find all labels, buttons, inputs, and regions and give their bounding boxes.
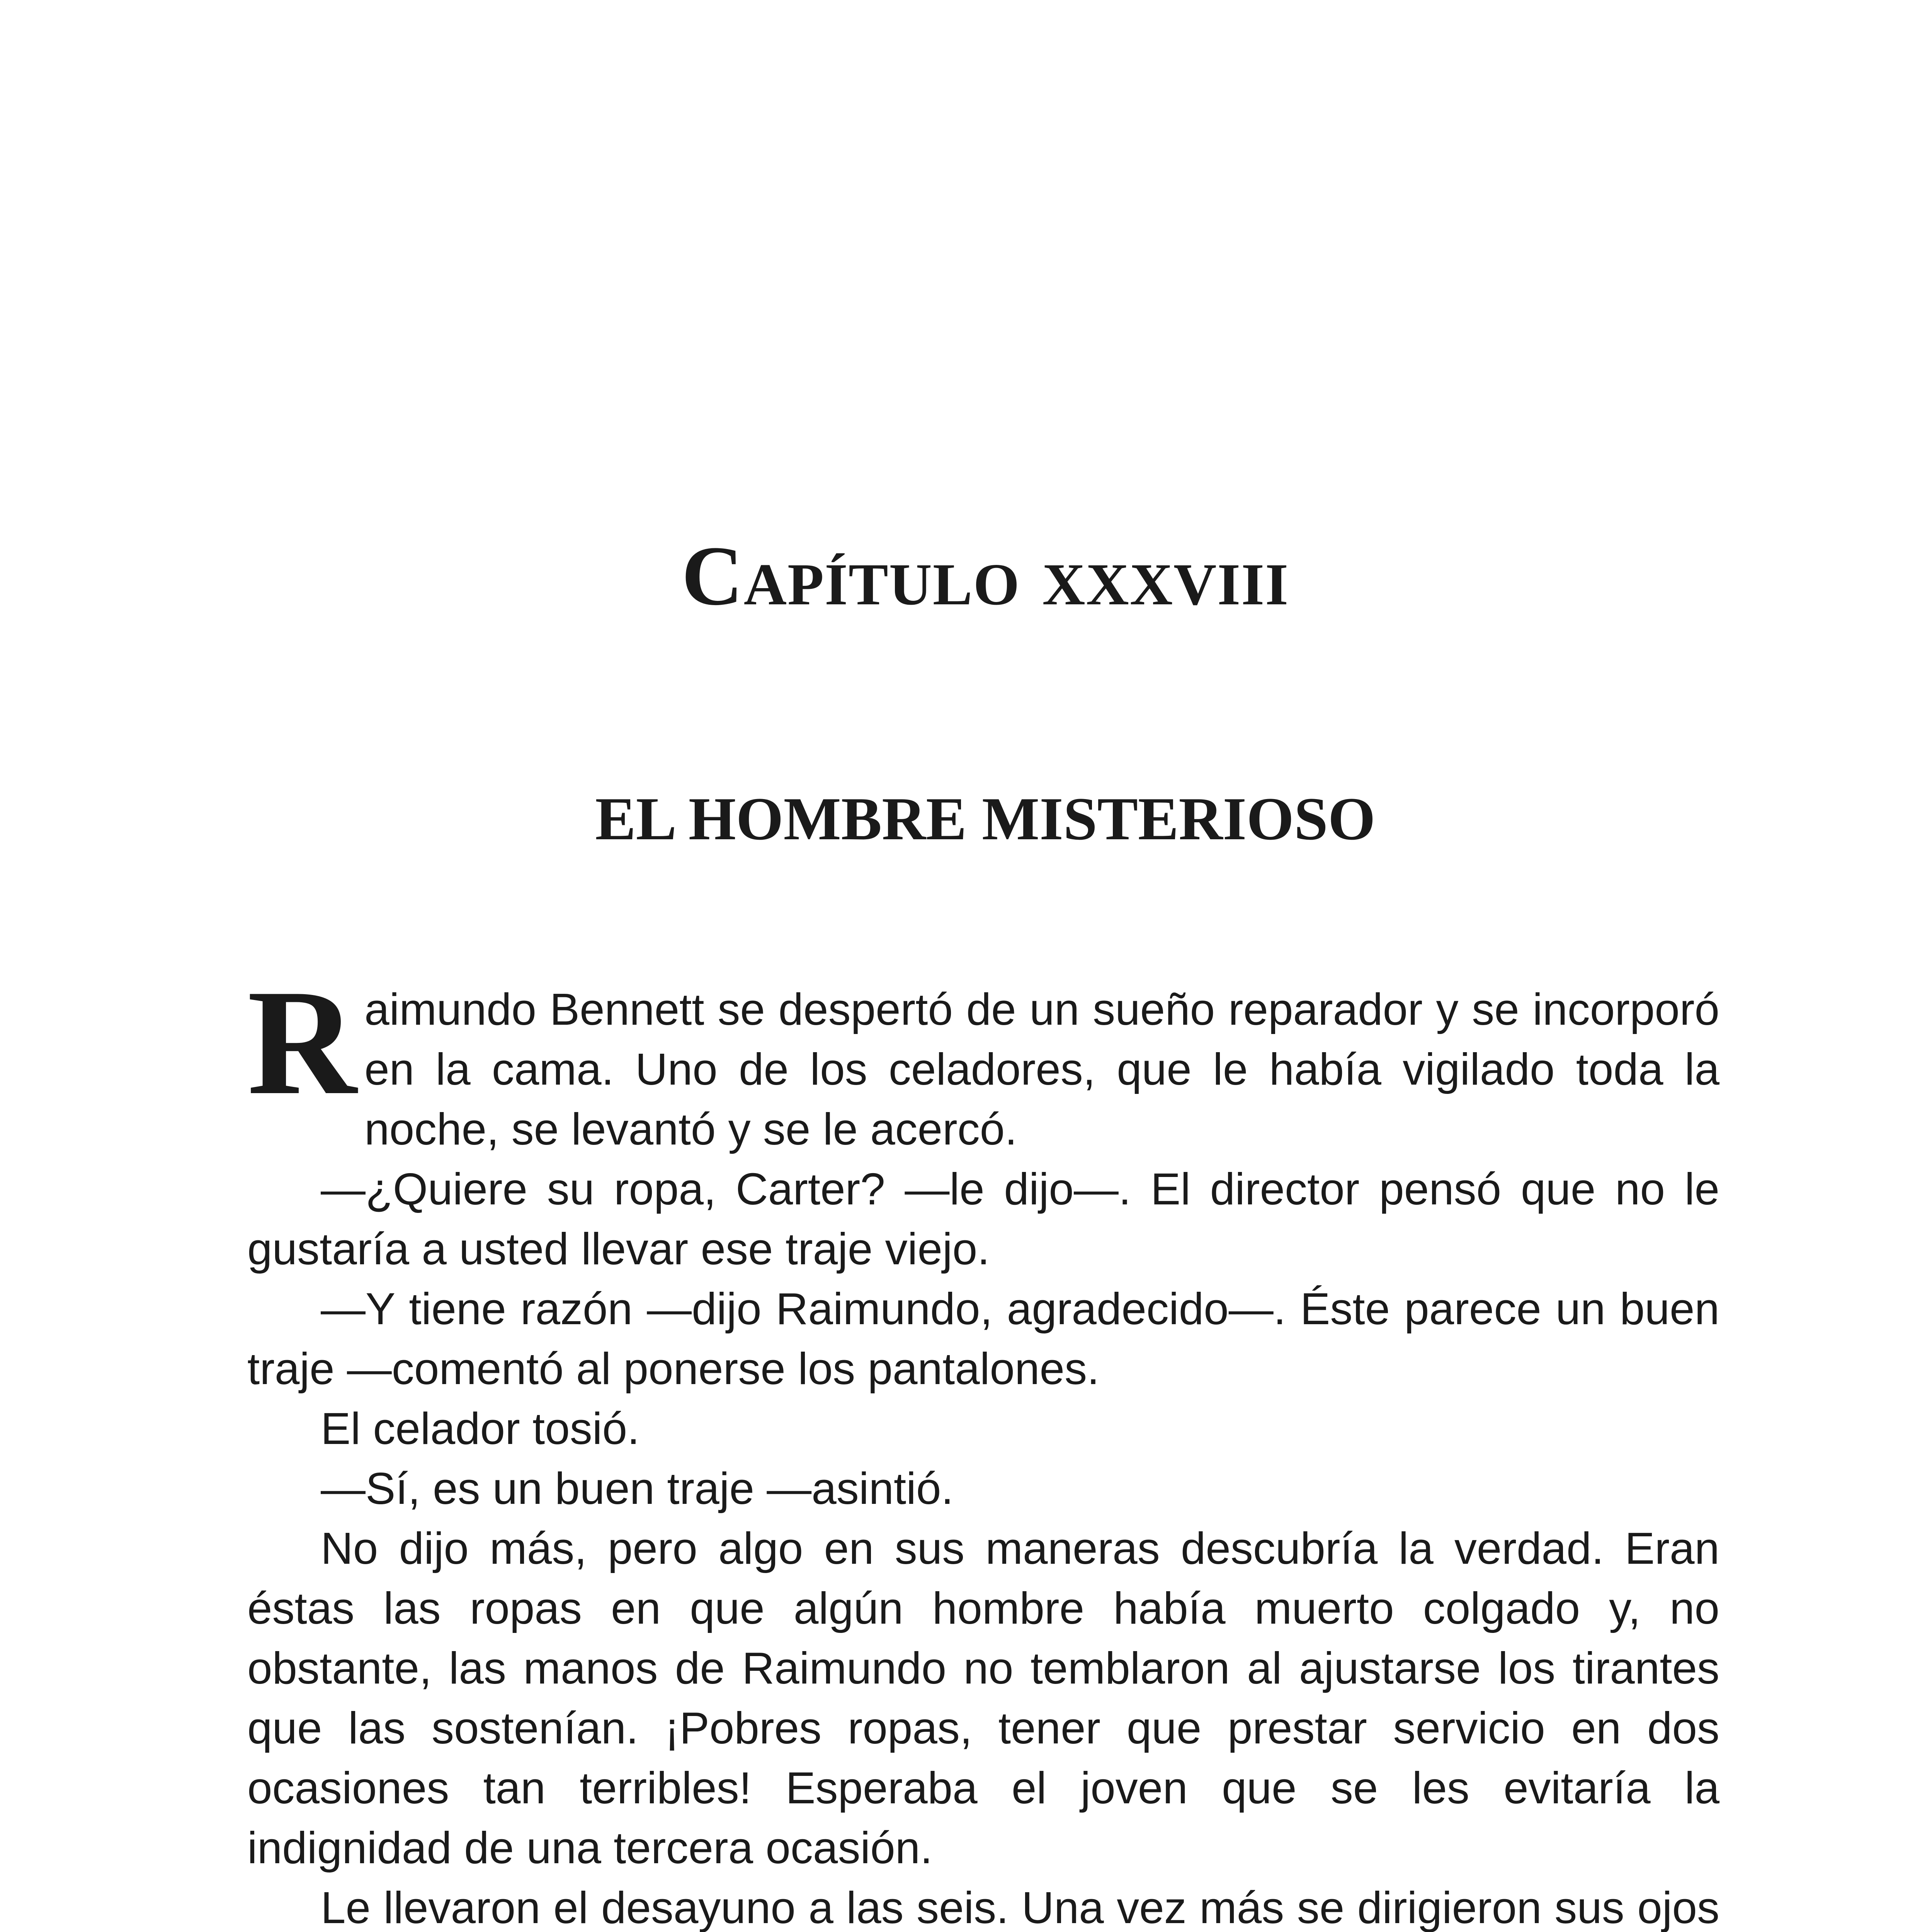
- paragraph-6: No dijo más, pero algo en sus maneras descubría la verdad. Eran éstas las ropas en que algún hombre había muerto colgado y, no obstante, las manos de Raimundo no temblaron al ajustarse los tirantes que las sostenían. ¡Pobres ropas, tener que prestar servicio en dos ocasiones tan terribles! Esperaba el joven que se les evitaría la indignidad de una tercera ocasión.: [247, 1523, 1719, 1873]
- paragraph-3: —Y tiene razón —dijo Raimundo, agradecido—. Éste parece un buen traje —comentó al ponerse los pantalones.: [247, 1284, 1719, 1394]
- paragraph-2: —¿Quiere su ropa, Carter? —le dijo—. El director pensó que no le gustaría a usted llevar ese traje viejo.: [247, 1164, 1719, 1274]
- paragraph-1-text: aimundo Bennett se despertó de un sueño reparador y se incorporó en la cama. Uno de los celadores, que le había vigilado toda la noche, se levantó y se le acercó.: [364, 984, 1719, 1154]
- chapter-subtitle: EL HOMBRE MISTERIOSO: [595, 785, 1376, 853]
- chapter-body: [247, 958, 1719, 1932]
- paragraph-5: —Sí, es un buen traje —asintió.: [321, 1463, 954, 1514]
- paragraph-1: [247, 958, 1719, 1159]
- chapter-title: Capítulo xxxviii: [681, 529, 1289, 623]
- drop-cap: R: [247, 958, 357, 1126]
- paragraph-7: Le llevaron el desayuno a las seis. Una vez más se dirigieron sus ojos: [321, 1883, 1719, 1932]
- paragraph-4: El celador tosió.: [321, 1403, 640, 1454]
